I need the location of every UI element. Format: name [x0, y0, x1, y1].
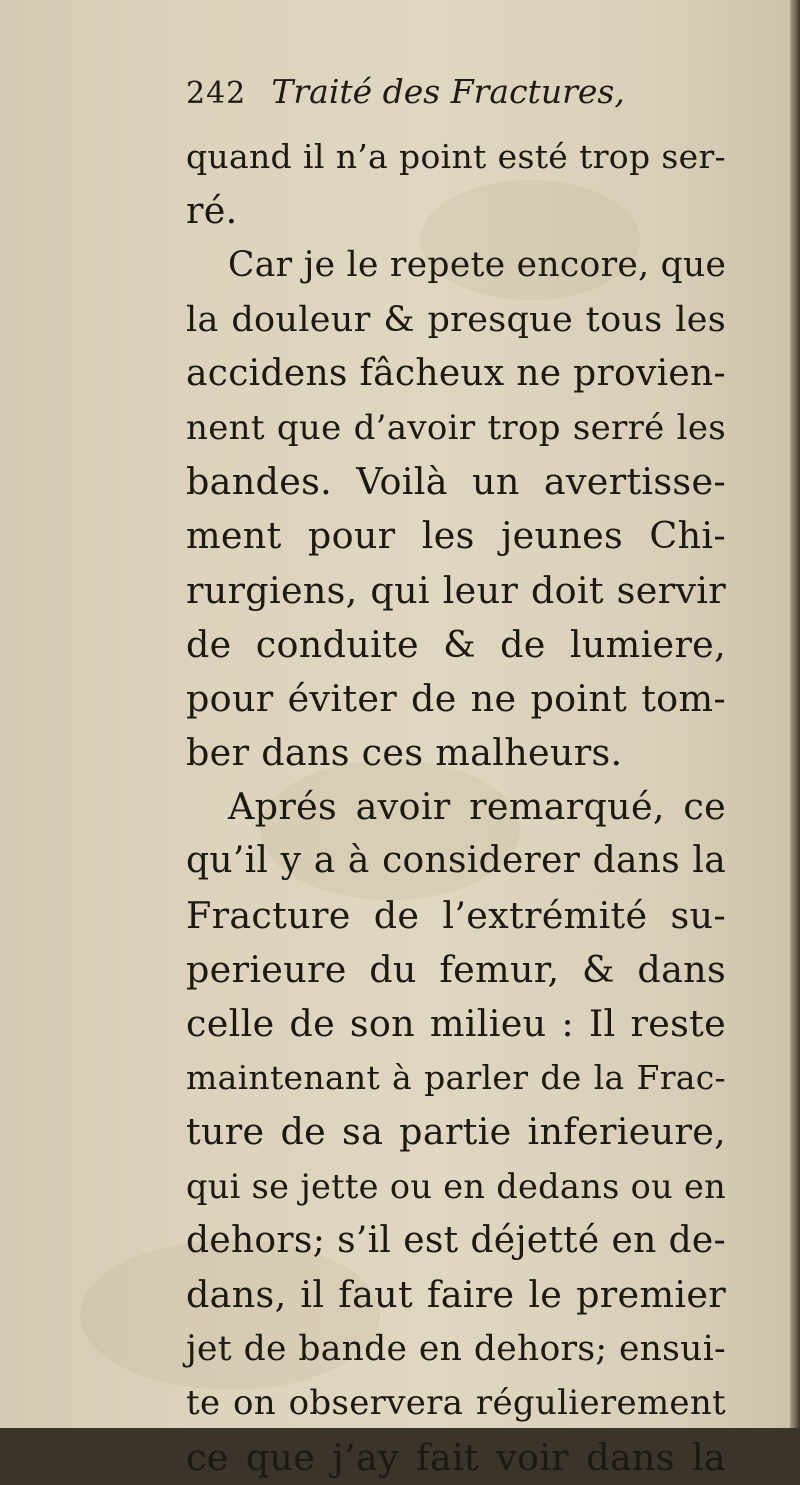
text-line: qui se jette ou en dedans ou en	[186, 1166, 726, 1206]
text-line: quand il n’a point esté trop ser-	[186, 137, 726, 176]
text-line: celle de son milieu : Il reste	[186, 1002, 726, 1045]
text-line: ber dans ces malheurs.	[186, 731, 623, 775]
text-line: nent que d’avoir trop serré les	[186, 407, 726, 448]
text-line: accidens fâcheux ne provien-	[186, 352, 726, 394]
page-number: 242	[186, 76, 247, 111]
text-line: dehors; s’il est déjetté en de-	[186, 1219, 726, 1261]
text-line: rurgiens, qui leur doit servir	[186, 568, 726, 612]
text-line: ré.	[186, 189, 238, 233]
text-line: ture de sa partie inferieure,	[186, 1110, 726, 1154]
text-line: de conduite & de lumiere,	[186, 622, 726, 666]
text-line: perieure du femur, & dans	[186, 947, 726, 991]
page-header	[186, 72, 625, 111]
text-line: dans, il faut faire le premier	[186, 1272, 726, 1316]
text-line: Car je le repete encore, que	[228, 245, 727, 286]
book-spine-edge	[790, 0, 800, 1428]
text-line: te on observera régulierement	[186, 1383, 726, 1424]
text-line: ment pour les jeunes Chi-	[186, 514, 726, 558]
text-line: maintenant à parler de la Frac-	[186, 1058, 726, 1098]
text-line: jet de bande en dehors; ensui-	[186, 1329, 726, 1370]
text-line: Aprés avoir remarqué, ce	[228, 785, 726, 829]
text-line: la douleur & presque tous les	[186, 299, 726, 340]
text-line: Fracture de l’extrémité su-	[186, 893, 726, 937]
text-line: bandes. Voilà un avertisse-	[186, 460, 726, 504]
text-line: qu’il y a à considerer dans la	[186, 840, 726, 882]
text-line: ce que j’ay fait voir dans la	[186, 1435, 726, 1479]
text-line: pour éviter de ne point tom-	[186, 676, 726, 720]
running-title: Traité des Fractures,	[271, 72, 625, 111]
body-text	[186, 130, 726, 1485]
